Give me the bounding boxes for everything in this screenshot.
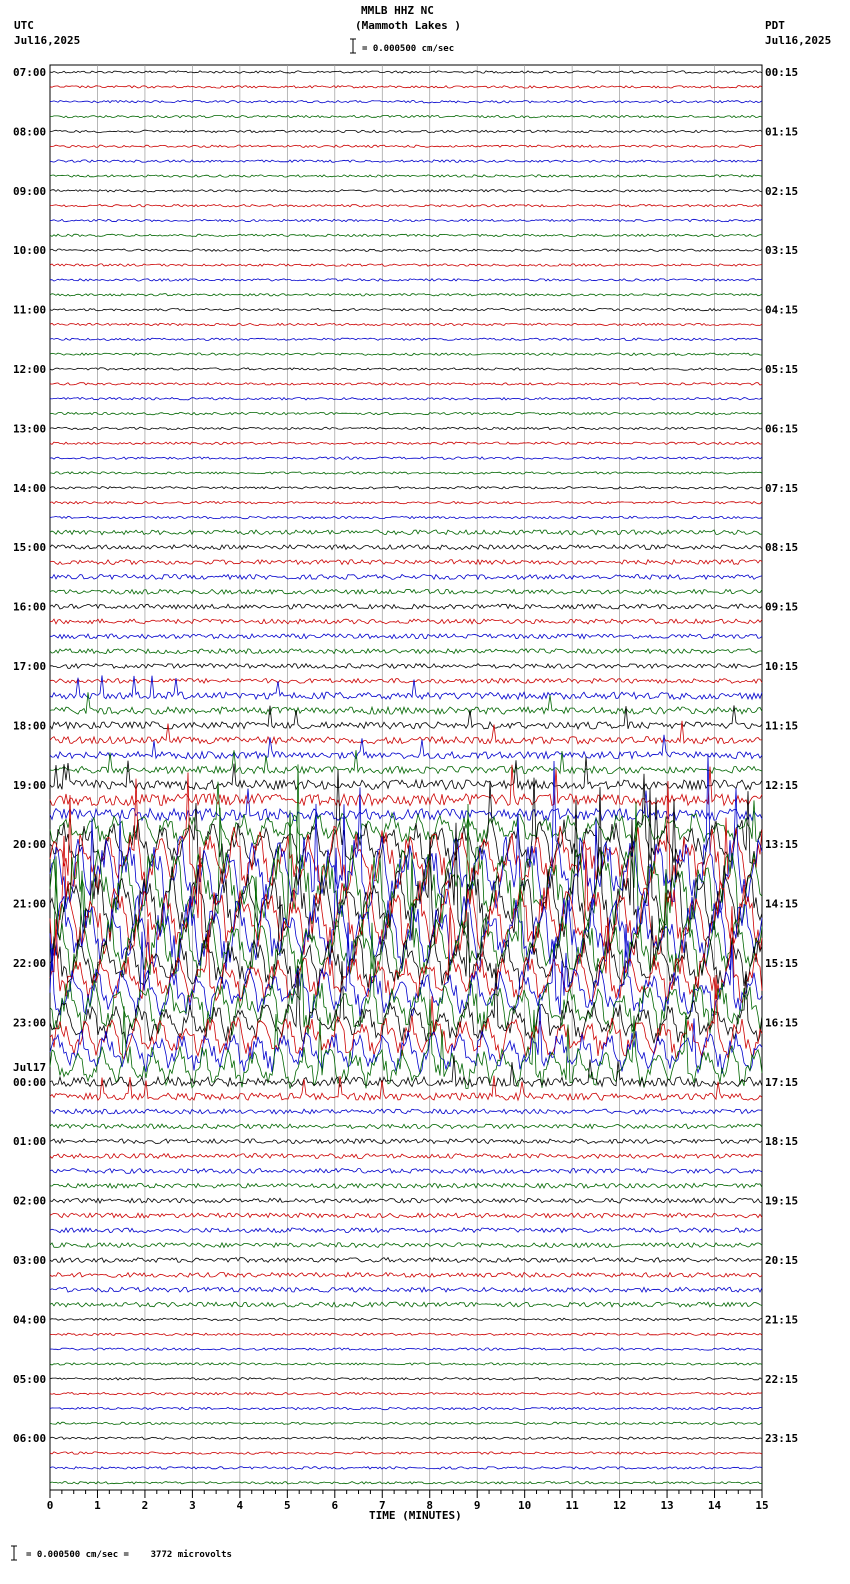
utc-hour-label: 19:00 [13,778,47,792]
seismic-trace [50,1109,762,1114]
seismic-trace [50,101,762,103]
utc-hour-label: 21:00 [13,897,47,911]
pdt-hour-label: 13:15 [765,838,799,852]
seismic-trace [50,502,762,504]
pdt-hour-label: 16:15 [765,1016,799,1030]
pdt-hour-label: 17:15 [765,1075,799,1089]
seismic-trace [50,1318,762,1320]
seismic-trace [50,604,762,609]
seismic-trace [50,487,762,489]
scale-label: = 0.000500 cm/sec [362,44,455,54]
seismic-trace [50,1213,762,1218]
utc-hour-label: 23:00 [13,1016,47,1030]
x-tick-label: 8 [426,1499,434,1512]
seismic-trace [50,368,762,370]
utc-hour-label: 07:00 [13,66,47,79]
x-tick-label: 2 [141,1499,149,1512]
utc-hour-label: 16:00 [13,600,47,614]
pdt-hour-label: 22:15 [765,1372,799,1386]
utc-hour-label: 14:00 [13,481,47,495]
seismic-trace [50,353,762,355]
seismic-trace [50,190,762,192]
seismic-trace [50,679,762,684]
seismic-trace [50,1124,762,1129]
location-title: (Mammoth Lakes ) [355,19,461,32]
seismic-trace [50,1139,762,1144]
seismic-trace [50,1482,762,1484]
seismic-trace [50,442,762,444]
x-tick-label: 6 [331,1499,339,1512]
pdt-hour-label: 03:15 [765,244,799,258]
pdt-hour-label: 15:15 [765,957,799,970]
utc-hour-label: 02:00 [13,1194,47,1208]
seismic-trace [50,530,762,535]
seismic-trace [50,71,762,73]
seismic-trace [50,264,762,266]
seismic-trace [50,1273,762,1278]
seismic-trace [50,1437,762,1439]
seismic-trace [50,649,762,654]
seismic-trace [50,472,762,474]
utc-hour-label: 15:00 [13,541,47,555]
seismic-trace [50,205,762,207]
pdt-hour-label: 04:15 [765,303,799,317]
seismic-trace [50,1378,762,1380]
seismic-trace [50,1467,762,1469]
x-tick-label: 4 [236,1499,244,1512]
x-tick-label: 12 [612,1499,627,1512]
pdt-date-label: Jul16,2025 [765,34,832,47]
pdt-hour-label: 23:15 [765,1432,799,1446]
seismic-trace [50,160,762,162]
utc-hour-label: 18:00 [13,719,47,733]
pdt-hour-label: 09:15 [765,600,799,614]
seismic-trace [50,412,762,414]
seismic-trace [50,1407,762,1409]
seismic-trace [50,249,762,251]
seismic-trace [50,705,762,729]
pdt-hour-label: 02:15 [765,184,799,198]
seismic-trace [50,1154,762,1159]
utc-hour-label: 03:00 [13,1254,47,1267]
utc-hour-label: 08:00 [13,125,47,139]
seismic-trace [50,279,762,281]
seismic-trace [50,575,762,580]
x-tick-label: 10 [518,1499,532,1512]
x-tick-label: 5 [284,1499,291,1512]
seismic-trace [50,1302,762,1307]
pdt-hour-label: 00:15 [765,66,799,79]
seismic-trace [50,1243,762,1248]
seismic-trace [50,664,762,669]
seismic-trace [50,757,762,790]
utc-hour-label: 22:00 [13,957,47,970]
pdt-hour-label: 10:15 [765,660,799,673]
x-tick-label: 13 [660,1499,674,1512]
seismic-trace [50,175,762,177]
seismic-trace [50,1452,762,1454]
pdt-hour-label: 14:15 [765,897,799,911]
x-tick-label: 15 [755,1499,769,1512]
x-tick-label: 9 [473,1499,481,1512]
seismic-trace [50,130,762,132]
seismic-trace [50,589,762,594]
day-change-label: Jul17 [13,1060,47,1074]
seismic-trace [50,516,762,518]
seismic-trace [50,634,762,639]
seismic-trace [50,1076,762,1101]
utc-hour-label: 10:00 [13,244,47,258]
utc-date-label: Jul16,2025 [14,34,81,47]
pdt-hour-label: 11:15 [765,719,799,733]
seismic-trace [50,338,762,340]
footer-scale-note: = 0.000500 cm/sec = 3772 microvolts [26,1550,232,1560]
utc-hour-label: 12:00 [13,363,47,376]
pdt-hour-label: 01:15 [765,125,799,139]
pdt-hour-label: 21:15 [765,1313,799,1327]
seismic-trace [50,1348,762,1350]
x-tick-label: 7 [378,1499,386,1512]
x-tick-label: 1 [94,1499,101,1512]
station-title: MMLB HHZ NC [361,4,434,17]
seismic-trace [50,86,762,88]
seismic-trace [50,750,762,773]
header-scale-bar [350,39,356,53]
x-tick-label: 3 [189,1499,196,1512]
seismic-trace [50,1198,762,1203]
utc-hour-label: 00:00 [13,1075,47,1089]
utc-hour-label: 05:00 [13,1372,47,1386]
utc-hour-label: 13:00 [13,422,47,436]
pdt-hour-label: 19:15 [765,1194,799,1208]
utc-hour-label: 04:00 [13,1313,47,1327]
seismic-trace [50,308,762,310]
x-tick-label: 11 [565,1499,579,1512]
pdt-hour-label: 05:15 [765,363,799,376]
utc-hour-label: 17:00 [13,660,47,673]
utc-hour-label: 01:00 [13,1135,47,1149]
pdt-hour-label: 12:15 [765,778,799,792]
pdt-hour-label: 20:15 [765,1254,799,1267]
seismic-trace [50,219,762,221]
seismic-trace [50,735,762,759]
seismic-trace [50,383,762,385]
seismic-trace [50,619,762,624]
seismic-trace [50,1333,762,1335]
x-tick-label: 14 [707,1499,722,1512]
seismic-trace [50,145,762,147]
seismic-trace [50,1228,762,1233]
x-axis-label: TIME (MINUTES) [369,1509,462,1522]
seismic-trace [50,1169,762,1174]
pdt-hour-label: 07:15 [765,481,799,495]
seismic-trace [50,1287,762,1292]
x-tick-label: 0 [46,1499,54,1512]
seismic-trace [50,721,762,744]
utc-zone-label: UTC [14,19,34,32]
utc-hour-label: 09:00 [13,184,47,198]
seismic-trace [50,398,762,400]
seismic-trace [50,427,762,429]
seismic-trace [50,1258,762,1263]
footer-scale-bar [11,1546,17,1560]
pdt-hour-label: 06:15 [765,422,799,436]
seismic-trace [50,294,762,296]
seismic-trace [50,560,762,565]
seismic-trace [50,1393,762,1395]
seismic-trace [50,1183,762,1188]
seismic-trace [50,1422,762,1424]
utc-hour-label: 20:00 [13,838,47,852]
utc-hour-label: 06:00 [13,1432,47,1446]
pdt-hour-label: 08:15 [765,541,799,555]
seismic-trace [50,234,762,236]
pdt-zone-label: PDT [765,19,785,32]
seismic-trace [50,115,762,117]
seismic-trace [50,675,762,699]
seismic-trace [50,1363,762,1365]
seismic-trace [50,457,762,459]
seismic-trace [50,323,762,325]
utc-hour-label: 11:00 [13,303,47,317]
seismic-trace [50,545,762,550]
pdt-hour-label: 18:15 [765,1135,799,1149]
